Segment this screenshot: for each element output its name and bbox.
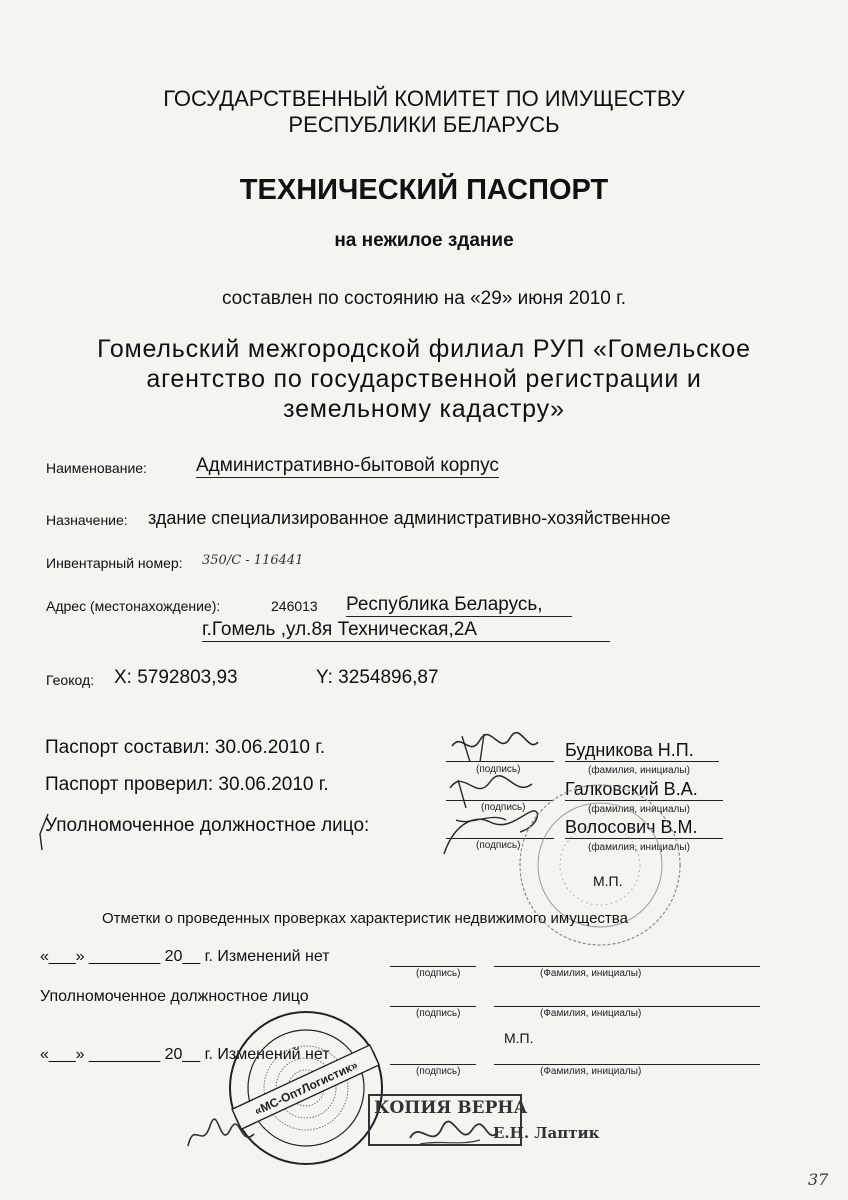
checks-official: Уполномоченное должностное лицо bbox=[40, 988, 309, 1005]
document-title: ТЕХНИЧЕСКИЙ ПАСПОРТ bbox=[239, 174, 609, 206]
address-line-1: Республика Беларусь, bbox=[346, 594, 572, 617]
official-label: Уполномоченное должностное лицо: bbox=[45, 815, 370, 836]
svg-text:«МС-ОптЛогистик»: «МС-ОптЛогистик» bbox=[252, 1057, 360, 1119]
inventory-value: 350/С - 116441 bbox=[202, 553, 304, 568]
checks-name-line-1 bbox=[494, 966, 760, 967]
checks-sig-line-1 bbox=[390, 966, 476, 967]
document-subtitle: на нежилое здание bbox=[334, 230, 514, 251]
geocode-y: Y: 3254896,87 bbox=[316, 667, 439, 688]
checks-row-1: «___» ________ 20__ г. Изменений нет bbox=[40, 948, 330, 965]
inventory-label: Инвентарный номер: bbox=[46, 555, 183, 571]
checks-name-caption-3: (Фамилия, инициалы) bbox=[540, 1066, 642, 1077]
checks-sig-caption-1: (подпись) bbox=[416, 968, 461, 979]
name-caption-1: (фамилия, инициалы) bbox=[588, 765, 690, 776]
name-3: Волосович В.М. bbox=[565, 817, 723, 839]
page-number: 37 bbox=[808, 1170, 829, 1189]
mp-stamp-place: М.П. bbox=[593, 873, 623, 889]
name-2: Галковский В.А. bbox=[565, 779, 723, 801]
checks-name-line-2 bbox=[494, 1006, 760, 1007]
checks-name-caption-1: (Фамилия, инициалы) bbox=[540, 968, 642, 979]
name-caption-3: (фамилия, инициалы) bbox=[588, 842, 690, 853]
checks-sig-caption-3: (подпись) bbox=[416, 1066, 461, 1077]
sig-caption-3: (подпись) bbox=[476, 840, 521, 851]
purpose-label: Назначение: bbox=[46, 512, 128, 528]
checks-mp: М.П. bbox=[504, 1030, 534, 1046]
geocode-label: Геокод: bbox=[46, 672, 95, 688]
name-label: Наименование: bbox=[46, 460, 147, 476]
checks-heading: Отметки о проведенных проверках характеристик недвижимого имущества bbox=[102, 910, 628, 927]
copy-stamp-text: КОПИЯ ВЕРНА bbox=[374, 1098, 528, 1118]
name-1: Будникова Н.П. bbox=[565, 740, 719, 762]
checked-label: Паспорт проверил: 30.06.2010 г. bbox=[45, 774, 329, 795]
checks-name-line-3 bbox=[494, 1064, 760, 1065]
checks-name-caption-2: (Фамилия, инициалы) bbox=[540, 1008, 642, 1019]
checks-row-2: «___» ________ 20__ г. Изменений нет bbox=[40, 1046, 330, 1063]
org-line-2: РЕСПУБЛИКИ БЕЛАРУСЬ bbox=[288, 112, 560, 137]
checks-sig-line-2 bbox=[390, 1006, 476, 1007]
org-line-1: ГОСУДАРСТВЕННЫЙ КОМИТЕТ ПО ИМУЩЕСТВУ bbox=[163, 86, 685, 111]
checks-sig-line-3 bbox=[390, 1064, 476, 1065]
sig-caption-1: (подпись) bbox=[476, 764, 521, 775]
name-caption-2: (фамилия, инициалы) bbox=[588, 804, 690, 815]
name-value: Административно-бытовой корпус bbox=[196, 455, 499, 476]
bottom-signature-scribble bbox=[180, 1110, 500, 1160]
purpose-value: здание специализированное административно-хозяйственное bbox=[148, 508, 671, 528]
compiled-label: Паспорт составил: 30.06.2010 г. bbox=[45, 737, 326, 758]
copy-stamp-name: Е.Н. Лаптик bbox=[493, 1124, 600, 1142]
geocode-x: X: 5792803,93 bbox=[114, 667, 238, 688]
agency-line-1: Гомельский межгородской филиал РУП «Гомельское bbox=[97, 335, 751, 363]
address-label: Адрес (местонахождение): bbox=[46, 598, 221, 614]
agency-line-3: земельному кадастру» bbox=[283, 395, 565, 423]
agency-line-2: агентство по государственной регистрации и bbox=[146, 365, 702, 393]
checks-sig-caption-2: (подпись) bbox=[416, 1008, 461, 1019]
address-zip: 246013 bbox=[271, 598, 318, 614]
date-line: составлен по состоянию на «29» июня 2010 г. bbox=[221, 288, 627, 309]
address-line-2: г.Гомель ,ул.8я Техническая,2А bbox=[202, 619, 610, 642]
handwritten-tick bbox=[34, 812, 54, 852]
sig-caption-2: (подпись) bbox=[481, 802, 526, 813]
